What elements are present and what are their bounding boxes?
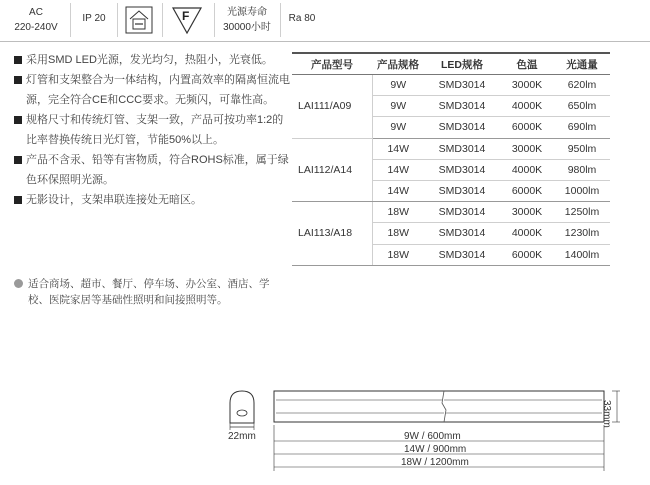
led-cell: SMD3014 bbox=[424, 159, 500, 180]
height-dimension-label: 33mm bbox=[601, 400, 612, 428]
model-cell: LAI113/A18 bbox=[292, 202, 372, 266]
bullet-square-icon bbox=[14, 156, 22, 164]
cct-cell: 3000K bbox=[500, 75, 554, 96]
length-label-9w: 9W / 600mm bbox=[404, 431, 461, 442]
lumen-cell: 650lm bbox=[554, 96, 610, 117]
col-header-model: 产品型号 bbox=[292, 53, 372, 75]
bullet-dot-icon bbox=[14, 279, 23, 288]
class-f-label: F bbox=[182, 9, 190, 23]
feature-item bbox=[14, 190, 292, 210]
feature-item bbox=[14, 70, 292, 110]
led-cell: SMD3014 bbox=[424, 180, 500, 201]
feature-text: 无影设计，支架串联连接处无暗区。 bbox=[26, 194, 202, 206]
table-row bbox=[292, 75, 610, 96]
spec-cell: 18W bbox=[372, 202, 424, 223]
cct-cell: 4000K bbox=[500, 159, 554, 180]
led-cell: SMD3014 bbox=[424, 202, 500, 223]
model-cell: LAI112/A14 bbox=[292, 138, 372, 202]
length-label-18w: 18W / 1200mm bbox=[401, 457, 469, 468]
table-row bbox=[292, 138, 610, 159]
width-dimension-label: 22mm bbox=[228, 431, 256, 442]
height-dimension bbox=[612, 391, 620, 422]
lumen-cell: 1000lm bbox=[554, 180, 610, 201]
spec-cell: 14W bbox=[372, 159, 424, 180]
lumen-cell: 620lm bbox=[554, 75, 610, 96]
led-cell: SMD3014 bbox=[424, 244, 500, 265]
bullet-square-icon bbox=[14, 116, 22, 124]
led-cell: SMD3014 bbox=[424, 138, 500, 159]
table-header-row bbox=[292, 53, 610, 75]
spec-cell: 18W bbox=[372, 223, 424, 244]
divider bbox=[117, 3, 118, 37]
cct-cell: 4000K bbox=[500, 223, 554, 244]
led-cell: SMD3014 bbox=[424, 96, 500, 117]
voltage-spec bbox=[8, 6, 64, 34]
bullet-square-icon bbox=[14, 56, 22, 64]
spec-cell: 9W bbox=[372, 117, 424, 138]
class-f-triangle-icon bbox=[170, 5, 204, 35]
lifetime-label: 光源寿命 bbox=[227, 7, 267, 18]
bullet-square-icon bbox=[14, 196, 22, 204]
cct-cell: 3000K bbox=[500, 138, 554, 159]
header-rule bbox=[0, 41, 650, 42]
col-header-spec: 产品规格 bbox=[372, 53, 424, 75]
spec-cell: 18W bbox=[372, 244, 424, 265]
bullet-square-icon bbox=[14, 76, 22, 84]
lifetime-spec bbox=[218, 6, 276, 34]
feature-text: 产品不含汞、铅等有害物质，符合ROHS标准，属于绿色环保照明光源。 bbox=[26, 154, 289, 186]
col-header-cct: 色温 bbox=[500, 53, 554, 75]
tube-body-drawing bbox=[274, 391, 604, 422]
lumen-cell: 1250lm bbox=[554, 202, 610, 223]
led-cell: SMD3014 bbox=[424, 75, 500, 96]
voltage-range: 220-240V bbox=[14, 22, 58, 33]
divider bbox=[70, 3, 71, 37]
model-cell: LAI111/A09 bbox=[292, 75, 372, 139]
ip-rating: IP 20 bbox=[82, 13, 106, 24]
cct-cell: 4000K bbox=[500, 96, 554, 117]
feature-list bbox=[14, 50, 292, 210]
model-table bbox=[292, 52, 610, 266]
feature-item bbox=[14, 50, 292, 70]
divider bbox=[162, 3, 163, 37]
spec-cell: 14W bbox=[372, 138, 424, 159]
applications bbox=[14, 276, 314, 308]
cct-cell: 6000K bbox=[500, 244, 554, 265]
feature-text: 灯管和支架整合为一体结构，内置高效率的隔离恒流电源，完全符合CE和CCC要求。无频闪，可靠性高。 bbox=[26, 74, 290, 106]
length-label-14w: 14W / 900mm bbox=[404, 444, 467, 455]
table-row bbox=[292, 202, 610, 223]
feature-text: 采用SMD LED光源，发光均匀，热阻小，光衰低。 bbox=[26, 54, 273, 66]
led-cell: SMD3014 bbox=[424, 117, 500, 138]
voltage-ac: AC bbox=[29, 7, 43, 18]
cct-cell: 6000K bbox=[500, 117, 554, 138]
divider bbox=[280, 3, 281, 37]
spec-cell: 9W bbox=[372, 75, 424, 96]
cct-cell: 3000K bbox=[500, 202, 554, 223]
lumen-cell: 1230lm bbox=[554, 223, 610, 244]
ceiling-mount-icon bbox=[124, 5, 154, 35]
applications-text: 适合商场、超市、餐厅、停车场、办公室、酒店、学校、医院家居等基础性照明和间接照明等。 bbox=[28, 278, 270, 306]
lumen-cell: 690lm bbox=[554, 117, 610, 138]
col-header-lumen: 光通量 bbox=[554, 53, 610, 75]
col-header-led: LED规格 bbox=[424, 53, 500, 75]
lumen-cell: 950lm bbox=[554, 138, 610, 159]
lumen-cell: 980lm bbox=[554, 159, 610, 180]
end-profile-drawing bbox=[230, 391, 254, 430]
divider bbox=[214, 3, 215, 37]
feature-item bbox=[14, 150, 292, 190]
feature-item bbox=[14, 110, 292, 150]
cct-cell: 6000K bbox=[500, 180, 554, 201]
lumen-cell: 1400lm bbox=[554, 244, 610, 265]
spec-cell: 14W bbox=[372, 180, 424, 201]
ra-spec: Ra 80 bbox=[288, 13, 316, 24]
led-cell: SMD3014 bbox=[424, 223, 500, 244]
feature-text: 规格尺寸和传统灯管、支架一致，产品可按功率1:2的比率替换传统日光灯管，节能50%以上。 bbox=[26, 114, 284, 146]
spec-cell: 9W bbox=[372, 96, 424, 117]
lifetime-value: 30000小时 bbox=[223, 22, 271, 33]
